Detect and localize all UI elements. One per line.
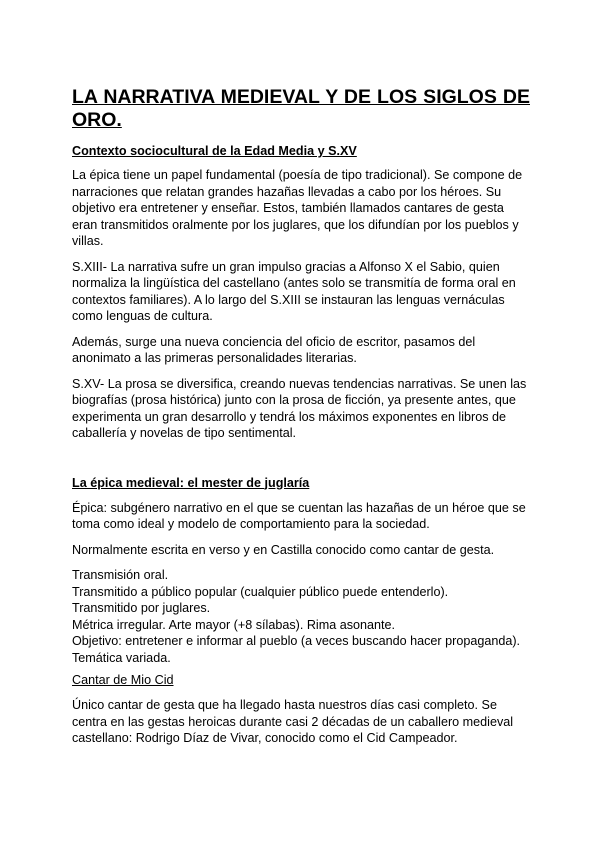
section-heading-context: Contexto sociocultural de la Edad Media y S.XV <box>72 144 357 158</box>
subheading-cantar-mio-cid: Cantar de Mio Cid <box>72 673 174 687</box>
list-item: Transmitido por juglares. <box>72 601 211 615</box>
paragraph-mio-cid: Único cantar de gesta que ha llegado hasta nuestros días casi completo. Se centra en las gestas heroicas durante casi 2 décadas de un caballero medieval castellano: Rodrigo Díaz de Vivar, conocido como el Cid Campeador. <box>72 698 514 745</box>
paragraph-epica: La épica tiene un papel fundamental (poesía de tipo tradicional). Se compone de narraciones que relatan grandes hazañas llevadas a cabo por los héroes. Su objetivo era entretener y enseñar. Estos, también llamados cantares de gesta eran transmitidos oralmente por los juglares, que los difundían por los pueblos y villas. <box>72 168 523 248</box>
section-heading-epica-medieval: La épica medieval: el mester de juglaría <box>72 475 310 490</box>
list-item: Transmitido a público popular (cualquier público puede entenderlo). <box>72 584 449 599</box>
features-list <box>72 567 530 666</box>
paragraph-sxv: S.XV- La prosa se diversifica, creando nuevas tendencias narrativas. Se unen las biografías (prosa histórica) junto con la prosa de ficción, ya presente antes, que experimenta un gran desarrollo y tendrá los máximos exponentes en libros de caballería y novelas de tipo sentimental. <box>72 376 527 440</box>
list-item: Transmisión oral. <box>72 568 169 582</box>
paragraph-definicion-epica: Épica: subgénero narrativo en el que se cuentan las hazañas de un héroe que se toma como ideal y modelo de comportamiento para la sociedad. <box>72 500 526 531</box>
list-item: Métrica irregular. Arte mayor (+8 sílabas). Rima asonante. <box>72 617 396 632</box>
paragraph-sxiii: S.XIII- La narrativa sufre un gran impulso gracias a Alfonso X el Sabio, quien normaliza la lingüística del castellano (antes solo se transmitía de forma oral en contextos familiares). A lo largo del S.XIII se instauran las lenguas vernáculas como lenguas de cultura. <box>72 259 516 323</box>
document-content <box>72 86 530 747</box>
list-item: Objetivo: entretener e informar al pueblo (a veces buscando hacer propaganda). <box>72 634 521 648</box>
list-item: Temática variada. <box>72 650 171 665</box>
document-title: LA NARRATIVA MEDIEVAL Y DE LOS SIGLOS DE ORO. <box>72 86 530 131</box>
paragraph-cantar-gesta: Normalmente escrita en verso y en Castilla conocido como cantar de gesta. <box>72 542 495 557</box>
paragraph-escritor: Además, surge una nueva conciencia del oficio de escritor, pasamos del anonimato a las primeras personalidades literarias. <box>72 334 476 365</box>
